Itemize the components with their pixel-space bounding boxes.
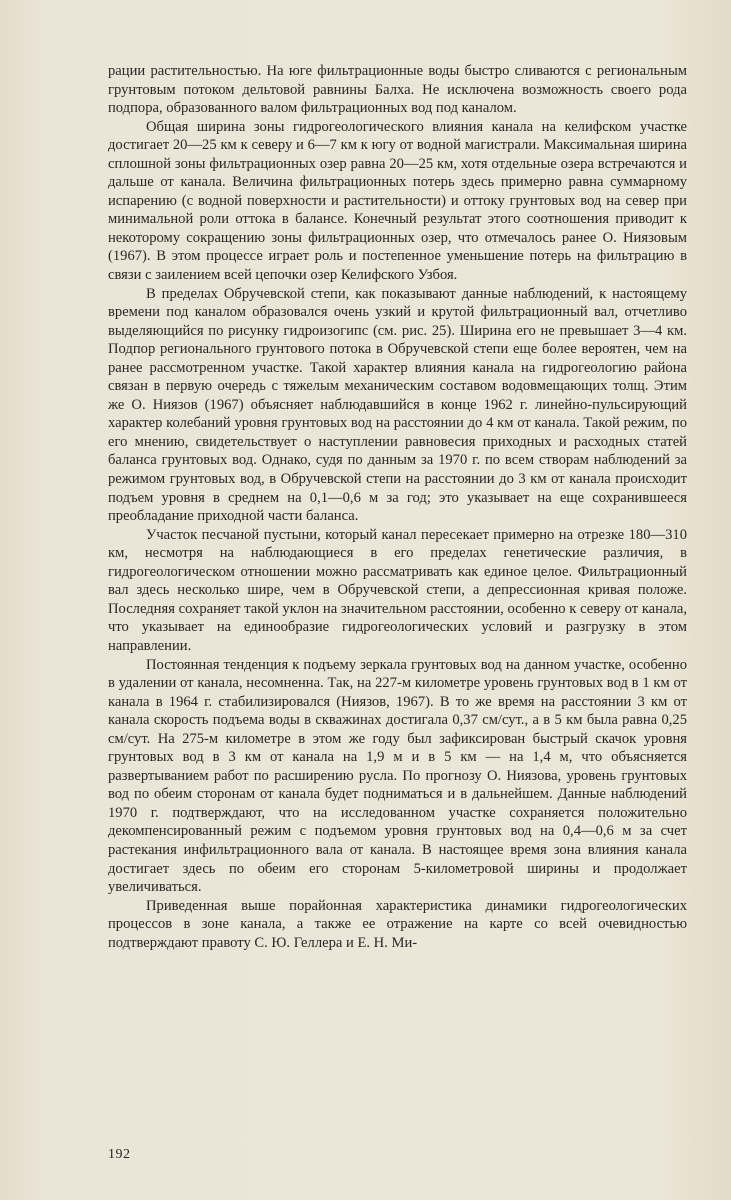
- paragraph-groundwater-rise: Постоянная тенденция к подъему зеркала грунтовых вод на данном участке, особенно в удалении от канала, несомненна. Так, на 227-м километре уровень грунтовых вод в 1 км от канала в 1964 г. стабилизировался (Ниязов, 1967). В то же время на расстоянии 3 км от канала скорость подъема воды в скважинах достигала 0,37 см/сут., а в 5 км была равна 0,25 см/сут. На 275-м километре в этом же году был зафиксирован быстрый скачок уровня грунтовых вод в 3 км от канала на 1,9 м и в 5 км — на 1,4 м, что объясняется развертыванием работ по расширению русла. По прогнозу О. Ниязова, уровень грунтовых вод по обеим сторонам от канала будет подниматься и в дальнейшем. Данные наблюдений 1970 г. подтверждают, что на исследованном участке сохраняется положительно декомпенсированный режим с подъемом уровня грунтовых вод на 0,4—0,6 м за счет растекания инфильтрационного вала от канала. В настоящее время зона влияния канала достигает здесь по обеим его сторонам 5-километровой ширины и продолжает увеличиваться.: [108, 656, 687, 896]
- paragraph-continuation: рации растительностью. На юге фильтрационные воды быстро сливаются с региональным грунтовым потоком дельтовой равнины Балха. Не исключена возможность своего рода подпора, образованного валом фильтрационных вод под каналом.: [108, 63, 687, 117]
- body-text: [108, 62, 687, 952]
- paragraph-sandy-desert: Участок песчаной пустыни, который канал пересекает примерно на отрезке 180—310 км, несмотря на наблюдающиеся в его пределах генетические различия, в гидрогеологическом отношении можно рассматривать как единое целое. Фильтрационный вал здесь несколько шире, чем в Обручевской степи, а депрессионная кривая положе. Последняя сохраняет такой уклон на значительном расстоянии, особенно к северу от канала, что указывает на единообразие гидрогеологических условий и разгрузку в этом направлении.: [108, 526, 687, 654]
- paragraph-conclusion: Приведенная выше порайонная характеристика динамики гидрогеологических процессов в зоне канала, а также ее отражение на карте со всей очевидностью подтверждают правоту С. Ю. Геллера и Е. Н. Ми-: [108, 897, 687, 951]
- paragraph-obruchev-steppe: В пределах Обручевской степи, как показывают данные наблюдений, к настоящему времени под каналом образовался очень узкий и крутой фильтрационный вал, отчетливо выделяющийся по рисунку гидроизогипс (см. рис. 25). Ширина его не превышает 3—4 км. Подпор регионального грунтового потока в Обручевской степи еще более вероятен, чем на ранее рассмотренном участке. Такой характер влияния канала на гидрогеологию района связан в первую очередь с тяжелым механическим составом водовмещающих толщ. Этим же О. Ниязов (1967) объясняет наблюдавшийся в конце 1962 г. линейно-пульсирующий характер колебаний уровня грунтовых вод на расстоянии до 4 км от канала. Такой режим, по его мнению, свидетельствует о наступлении равновесия приходных и расходных статей баланса грунтовых вод. Однако, судя по данным за 1970 г. по всем створам наблюдений за режимом грунтовых вод, в Обручевской степи на расстоянии до 3 км от канала происходит подъем уровня в среднем на 0,1—0,6 м за год; это указывает на еще сохранившееся преобладание приходной части баланса.: [108, 285, 687, 525]
- page-number: 192: [108, 1147, 131, 1162]
- paragraph-zone-width: Общая ширина зоны гидрогеологического влияния канала на келифском участке достигает 20—25 км к северу и 6—7 км к югу от водной магистрали. Максимальная ширина сплошной зоны фильтрационных озер равна 20—25 км, хотя отдельные озера встречаются и дальше от канала. Величина фильтрационных потерь здесь примерно равна суммарному испарению (с водной поверхности и растительности) и оттоку грунтовых вод на север при минимальной роли оттока в балансе. Конечный результат этого соотношения приводит к некоторому сокращению зоны фильтрационных озер, что отмечалось ранее О. Ниязовым (1967). В этом процессе играет роль и постепенное уменьшение потерь на фильтрацию в связи с заилением всей цепочки озер Келифского Узбоя.: [108, 118, 687, 284]
